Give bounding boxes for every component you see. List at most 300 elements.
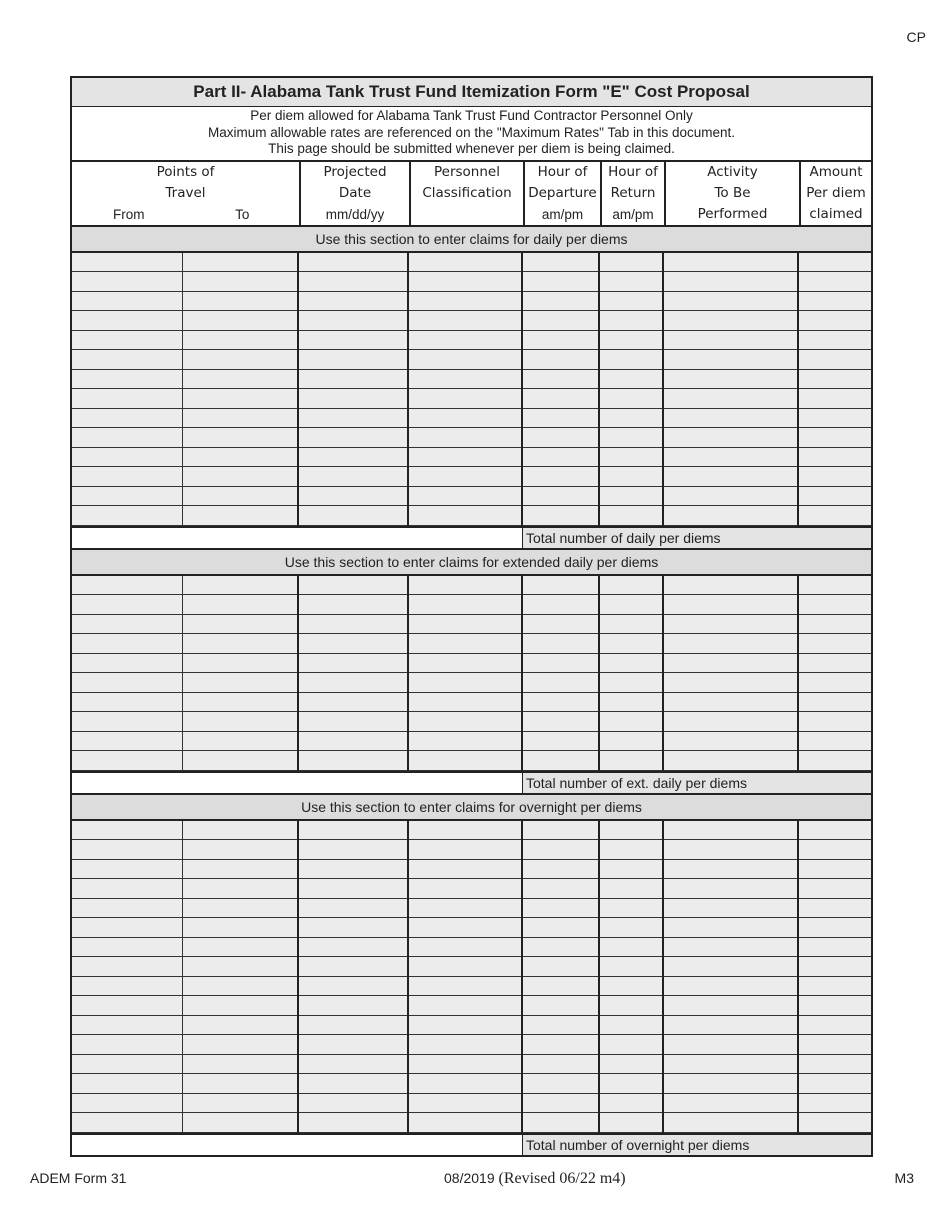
entry-cell[interactable] (182, 408, 298, 428)
entry-cell[interactable] (663, 467, 798, 487)
entry-cell[interactable] (298, 653, 408, 673)
entry-cell[interactable] (599, 1074, 663, 1094)
entry-cell[interactable] (182, 291, 298, 311)
entry-cell[interactable] (72, 389, 182, 409)
entry-cell[interactable] (798, 692, 871, 712)
entry-cell[interactable] (798, 821, 871, 840)
entry-cell[interactable] (408, 957, 522, 977)
entry-grid[interactable] (72, 576, 871, 771)
entry-cell[interactable] (298, 595, 408, 615)
entry-cell[interactable] (182, 634, 298, 654)
entry-cell[interactable] (182, 1113, 298, 1133)
entry-cell[interactable] (298, 369, 408, 389)
entry-cell[interactable] (298, 673, 408, 693)
entry-cell[interactable] (663, 937, 798, 957)
entry-cell[interactable] (408, 506, 522, 526)
entry-cell[interactable] (298, 840, 408, 860)
entry-cell[interactable] (522, 821, 599, 840)
entry-cell[interactable] (408, 1035, 522, 1055)
entry-cell[interactable] (72, 291, 182, 311)
entry-cell[interactable] (408, 731, 522, 751)
entry-cell[interactable] (298, 408, 408, 428)
entry-cell[interactable] (72, 576, 182, 595)
entry-cell[interactable] (599, 447, 663, 467)
entry-cell[interactable] (798, 1015, 871, 1035)
entry-cell[interactable] (663, 253, 798, 272)
entry-cell[interactable] (522, 311, 599, 331)
entry-cell[interactable] (408, 576, 522, 595)
entry-cell[interactable] (182, 957, 298, 977)
entry-cell[interactable] (408, 859, 522, 879)
entry-cell[interactable] (182, 486, 298, 506)
entry-cell[interactable] (408, 1093, 522, 1113)
entry-cell[interactable] (798, 408, 871, 428)
entry-cell[interactable] (522, 1113, 599, 1133)
entry-cell[interactable] (408, 291, 522, 311)
entry-cell[interactable] (798, 918, 871, 938)
entry-cell[interactable] (298, 1035, 408, 1055)
entry-cell[interactable] (663, 447, 798, 467)
entry-cell[interactable] (599, 614, 663, 634)
entry-cell[interactable] (522, 1035, 599, 1055)
entry-cell[interactable] (182, 350, 298, 370)
entry-cell[interactable] (798, 1093, 871, 1113)
entry-cell[interactable] (599, 712, 663, 732)
entry-cell[interactable] (663, 1113, 798, 1133)
entry-cell[interactable] (298, 486, 408, 506)
entry-cell[interactable] (663, 1015, 798, 1035)
entry-cell[interactable] (298, 506, 408, 526)
entry-cell[interactable] (798, 467, 871, 487)
entry-cell[interactable] (599, 918, 663, 938)
entry-cell[interactable] (408, 614, 522, 634)
entry-cell[interactable] (599, 937, 663, 957)
entry-cell[interactable] (182, 1035, 298, 1055)
entry-grid[interactable] (72, 253, 871, 526)
entry-cell[interactable] (72, 428, 182, 448)
entry-cell[interactable] (663, 350, 798, 370)
entry-cell[interactable] (522, 272, 599, 292)
entry-cell[interactable] (298, 389, 408, 409)
entry-cell[interactable] (298, 447, 408, 467)
entry-cell[interactable] (182, 506, 298, 526)
entry-cell[interactable] (408, 467, 522, 487)
entry-cell[interactable] (298, 957, 408, 977)
entry-cell[interactable] (663, 389, 798, 409)
entry-cell[interactable] (298, 1113, 408, 1133)
entry-cell[interactable] (72, 408, 182, 428)
entry-cell[interactable] (663, 330, 798, 350)
entry-cell[interactable] (72, 712, 182, 732)
entry-grid[interactable] (72, 821, 871, 1133)
entry-cell[interactable] (798, 879, 871, 899)
entry-cell[interactable] (663, 1054, 798, 1074)
entry-cell[interactable] (408, 712, 522, 732)
entry-cell[interactable] (298, 576, 408, 595)
entry-cell[interactable] (182, 673, 298, 693)
entry-cell[interactable] (522, 447, 599, 467)
entry-cell[interactable] (408, 821, 522, 840)
entry-cell[interactable] (798, 595, 871, 615)
entry-cell[interactable] (408, 311, 522, 331)
entry-cell[interactable] (72, 467, 182, 487)
entry-cell[interactable] (408, 918, 522, 938)
entry-cell[interactable] (599, 428, 663, 448)
entry-cell[interactable] (798, 957, 871, 977)
entry-cell[interactable] (408, 330, 522, 350)
entry-cell[interactable] (663, 595, 798, 615)
entry-cell[interactable] (522, 937, 599, 957)
entry-cell[interactable] (599, 1054, 663, 1074)
entry-cell[interactable] (72, 253, 182, 272)
entry-cell[interactable] (599, 751, 663, 771)
entry-cell[interactable] (522, 673, 599, 693)
entry-cell[interactable] (408, 976, 522, 996)
entry-cell[interactable] (298, 712, 408, 732)
entry-cell[interactable] (798, 330, 871, 350)
entry-cell[interactable] (599, 731, 663, 751)
entry-cell[interactable] (72, 350, 182, 370)
entry-cell[interactable] (182, 467, 298, 487)
entry-cell[interactable] (522, 330, 599, 350)
entry-cell[interactable] (522, 634, 599, 654)
entry-cell[interactable] (663, 1035, 798, 1055)
entry-cell[interactable] (798, 253, 871, 272)
entry-cell[interactable] (182, 898, 298, 918)
entry-cell[interactable] (72, 673, 182, 693)
entry-cell[interactable] (408, 1015, 522, 1035)
entry-cell[interactable] (599, 291, 663, 311)
entry-cell[interactable] (298, 1015, 408, 1035)
entry-cell[interactable] (798, 673, 871, 693)
entry-cell[interactable] (182, 692, 298, 712)
entry-cell[interactable] (182, 389, 298, 409)
entry-cell[interactable] (599, 692, 663, 712)
entry-cell[interactable] (663, 486, 798, 506)
entry-cell[interactable] (182, 731, 298, 751)
entry-cell[interactable] (408, 272, 522, 292)
entry-cell[interactable] (798, 937, 871, 957)
entry-cell[interactable] (298, 1093, 408, 1113)
entry-cell[interactable] (298, 467, 408, 487)
entry-cell[interactable] (408, 1054, 522, 1074)
entry-cell[interactable] (72, 1074, 182, 1094)
entry-cell[interactable] (522, 859, 599, 879)
entry-cell[interactable] (663, 506, 798, 526)
entry-cell[interactable] (798, 898, 871, 918)
entry-cell[interactable] (72, 957, 182, 977)
entry-cell[interactable] (599, 1035, 663, 1055)
entry-cell[interactable] (72, 1093, 182, 1113)
entry-cell[interactable] (408, 595, 522, 615)
entry-cell[interactable] (798, 506, 871, 526)
entry-cell[interactable] (408, 879, 522, 899)
entry-cell[interactable] (182, 1054, 298, 1074)
entry-cell[interactable] (72, 840, 182, 860)
entry-cell[interactable] (72, 731, 182, 751)
entry-cell[interactable] (72, 879, 182, 899)
entry-cell[interactable] (72, 1035, 182, 1055)
entry-cell[interactable] (182, 330, 298, 350)
entry-cell[interactable] (522, 467, 599, 487)
entry-cell[interactable] (408, 389, 522, 409)
entry-cell[interactable] (298, 879, 408, 899)
entry-cell[interactable] (663, 634, 798, 654)
entry-cell[interactable] (599, 976, 663, 996)
entry-cell[interactable] (663, 653, 798, 673)
entry-cell[interactable] (408, 937, 522, 957)
entry-cell[interactable] (522, 408, 599, 428)
entry-cell[interactable] (599, 253, 663, 272)
entry-cell[interactable] (72, 937, 182, 957)
entry-cell[interactable] (599, 330, 663, 350)
entry-cell[interactable] (298, 898, 408, 918)
entry-cell[interactable] (182, 614, 298, 634)
entry-cell[interactable] (663, 957, 798, 977)
entry-cell[interactable] (798, 614, 871, 634)
entry-cell[interactable] (182, 369, 298, 389)
entry-cell[interactable] (408, 428, 522, 448)
entry-cell[interactable] (408, 996, 522, 1016)
entry-cell[interactable] (663, 731, 798, 751)
entry-cell[interactable] (298, 859, 408, 879)
entry-cell[interactable] (408, 1074, 522, 1094)
entry-cell[interactable] (599, 506, 663, 526)
entry-cell[interactable] (72, 859, 182, 879)
entry-cell[interactable] (663, 821, 798, 840)
entry-cell[interactable] (599, 272, 663, 292)
entry-cell[interactable] (663, 272, 798, 292)
entry-cell[interactable] (798, 1074, 871, 1094)
entry-cell[interactable] (72, 1054, 182, 1074)
entry-cell[interactable] (182, 996, 298, 1016)
entry-cell[interactable] (798, 428, 871, 448)
entry-cell[interactable] (522, 486, 599, 506)
entry-cell[interactable] (182, 751, 298, 771)
entry-cell[interactable] (72, 898, 182, 918)
entry-cell[interactable] (522, 840, 599, 860)
entry-cell[interactable] (72, 821, 182, 840)
entry-cell[interactable] (798, 976, 871, 996)
entry-cell[interactable] (599, 898, 663, 918)
entry-cell[interactable] (408, 634, 522, 654)
entry-cell[interactable] (599, 350, 663, 370)
entry-cell[interactable] (72, 595, 182, 615)
entry-cell[interactable] (663, 311, 798, 331)
entry-cell[interactable] (798, 1054, 871, 1074)
entry-cell[interactable] (72, 311, 182, 331)
entry-cell[interactable] (798, 389, 871, 409)
entry-cell[interactable] (408, 840, 522, 860)
entry-cell[interactable] (522, 731, 599, 751)
entry-cell[interactable] (798, 447, 871, 467)
entry-cell[interactable] (182, 976, 298, 996)
entry-cell[interactable] (408, 653, 522, 673)
entry-cell[interactable] (599, 311, 663, 331)
entry-cell[interactable] (599, 467, 663, 487)
entry-cell[interactable] (298, 692, 408, 712)
entry-cell[interactable] (522, 253, 599, 272)
entry-cell[interactable] (522, 428, 599, 448)
entry-cell[interactable] (599, 673, 663, 693)
entry-cell[interactable] (663, 879, 798, 899)
entry-cell[interactable] (182, 311, 298, 331)
entry-cell[interactable] (522, 291, 599, 311)
entry-cell[interactable] (522, 976, 599, 996)
entry-cell[interactable] (72, 369, 182, 389)
entry-cell[interactable] (408, 253, 522, 272)
entry-cell[interactable] (599, 996, 663, 1016)
entry-cell[interactable] (599, 1093, 663, 1113)
entry-cell[interactable] (599, 859, 663, 879)
entry-cell[interactable] (182, 447, 298, 467)
entry-cell[interactable] (663, 692, 798, 712)
entry-cell[interactable] (798, 369, 871, 389)
entry-cell[interactable] (663, 976, 798, 996)
entry-cell[interactable] (599, 634, 663, 654)
entry-cell[interactable] (72, 272, 182, 292)
entry-cell[interactable] (522, 692, 599, 712)
entry-cell[interactable] (408, 1113, 522, 1133)
entry-cell[interactable] (663, 898, 798, 918)
entry-cell[interactable] (72, 634, 182, 654)
entry-cell[interactable] (798, 486, 871, 506)
entry-cell[interactable] (182, 821, 298, 840)
entry-cell[interactable] (522, 653, 599, 673)
entry-cell[interactable] (798, 350, 871, 370)
entry-cell[interactable] (599, 486, 663, 506)
entry-cell[interactable] (182, 1074, 298, 1094)
entry-cell[interactable] (182, 595, 298, 615)
entry-cell[interactable] (298, 1074, 408, 1094)
entry-cell[interactable] (599, 576, 663, 595)
entry-cell[interactable] (182, 428, 298, 448)
entry-cell[interactable] (182, 712, 298, 732)
entry-cell[interactable] (599, 1113, 663, 1133)
entry-cell[interactable] (522, 369, 599, 389)
entry-cell[interactable] (72, 692, 182, 712)
entry-cell[interactable] (663, 996, 798, 1016)
entry-cell[interactable] (663, 673, 798, 693)
entry-cell[interactable] (522, 595, 599, 615)
entry-cell[interactable] (798, 272, 871, 292)
entry-cell[interactable] (298, 996, 408, 1016)
entry-cell[interactable] (798, 859, 871, 879)
entry-cell[interactable] (408, 673, 522, 693)
entry-cell[interactable] (798, 1035, 871, 1055)
entry-cell[interactable] (522, 350, 599, 370)
entry-cell[interactable] (182, 840, 298, 860)
entry-cell[interactable] (298, 751, 408, 771)
entry-cell[interactable] (663, 1074, 798, 1094)
entry-cell[interactable] (72, 1015, 182, 1035)
entry-cell[interactable] (522, 506, 599, 526)
entry-cell[interactable] (663, 918, 798, 938)
entry-cell[interactable] (798, 576, 871, 595)
entry-cell[interactable] (298, 311, 408, 331)
entry-cell[interactable] (663, 614, 798, 634)
entry-cell[interactable] (72, 506, 182, 526)
entry-cell[interactable] (663, 712, 798, 732)
entry-cell[interactable] (298, 937, 408, 957)
entry-cell[interactable] (599, 1015, 663, 1035)
entry-cell[interactable] (599, 369, 663, 389)
entry-cell[interactable] (298, 272, 408, 292)
entry-cell[interactable] (522, 576, 599, 595)
entry-cell[interactable] (72, 614, 182, 634)
entry-cell[interactable] (798, 311, 871, 331)
entry-cell[interactable] (522, 1093, 599, 1113)
entry-cell[interactable] (298, 634, 408, 654)
entry-cell[interactable] (663, 369, 798, 389)
entry-cell[interactable] (522, 957, 599, 977)
entry-cell[interactable] (298, 428, 408, 448)
entry-cell[interactable] (798, 996, 871, 1016)
entry-cell[interactable] (298, 821, 408, 840)
entry-cell[interactable] (663, 428, 798, 448)
entry-cell[interactable] (72, 918, 182, 938)
entry-cell[interactable] (408, 486, 522, 506)
entry-cell[interactable] (599, 840, 663, 860)
entry-cell[interactable] (182, 859, 298, 879)
entry-cell[interactable] (599, 595, 663, 615)
entry-cell[interactable] (182, 272, 298, 292)
entry-cell[interactable] (522, 918, 599, 938)
entry-cell[interactable] (522, 1054, 599, 1074)
entry-cell[interactable] (522, 898, 599, 918)
entry-cell[interactable] (72, 751, 182, 771)
entry-cell[interactable] (522, 879, 599, 899)
entry-cell[interactable] (663, 291, 798, 311)
entry-cell[interactable] (522, 751, 599, 771)
entry-cell[interactable] (408, 350, 522, 370)
entry-cell[interactable] (599, 408, 663, 428)
entry-cell[interactable] (599, 389, 663, 409)
entry-cell[interactable] (408, 447, 522, 467)
entry-cell[interactable] (408, 751, 522, 771)
entry-cell[interactable] (182, 879, 298, 899)
entry-cell[interactable] (298, 253, 408, 272)
entry-cell[interactable] (182, 253, 298, 272)
entry-cell[interactable] (798, 731, 871, 751)
entry-cell[interactable] (798, 751, 871, 771)
entry-cell[interactable] (72, 1113, 182, 1133)
entry-cell[interactable] (408, 369, 522, 389)
entry-cell[interactable] (798, 1113, 871, 1133)
entry-cell[interactable] (663, 1093, 798, 1113)
entry-cell[interactable] (663, 840, 798, 860)
entry-cell[interactable] (599, 653, 663, 673)
entry-cell[interactable] (298, 330, 408, 350)
entry-cell[interactable] (72, 447, 182, 467)
entry-cell[interactable] (798, 840, 871, 860)
entry-cell[interactable] (298, 731, 408, 751)
entry-cell[interactable] (522, 614, 599, 634)
entry-cell[interactable] (182, 576, 298, 595)
entry-cell[interactable] (298, 350, 408, 370)
entry-cell[interactable] (182, 653, 298, 673)
entry-cell[interactable] (72, 486, 182, 506)
entry-cell[interactable] (298, 1054, 408, 1074)
entry-cell[interactable] (298, 976, 408, 996)
entry-cell[interactable] (72, 653, 182, 673)
entry-cell[interactable] (798, 712, 871, 732)
entry-cell[interactable] (798, 653, 871, 673)
entry-cell[interactable] (798, 634, 871, 654)
entry-cell[interactable] (182, 1015, 298, 1035)
entry-cell[interactable] (408, 898, 522, 918)
entry-cell[interactable] (182, 918, 298, 938)
